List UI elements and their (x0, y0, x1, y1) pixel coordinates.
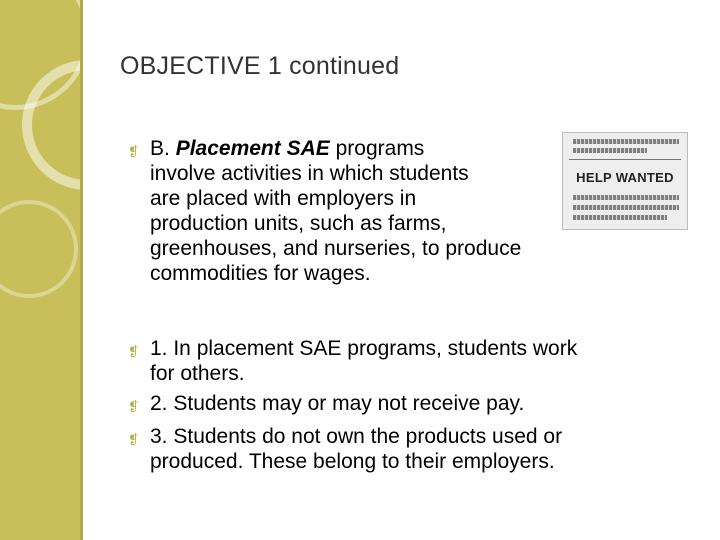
bullet-b-line: are placed with employers in (150, 187, 417, 210)
scroll-bullet-icon: ❡ (128, 399, 139, 414)
decorative-circle (0, 200, 78, 298)
help-wanted-caption: HELP WANTED (576, 170, 674, 185)
subpoint-line: for others. (150, 362, 245, 385)
sidebar-edge (80, 0, 83, 540)
bullet-b-line: greenhouses, and nurseries, to produce (150, 237, 522, 260)
bullet-b-line: programs (335, 137, 425, 160)
bullet-b-line: involve activities in which students (150, 162, 469, 185)
newsprint-text-row (573, 195, 679, 200)
bullet-b-emphasis: Placement SAE (175, 137, 330, 160)
bullet-b-line: commodities for wages. (150, 262, 371, 285)
newsprint-rule (569, 159, 681, 160)
newsprint-text-row (573, 205, 679, 210)
scroll-bullet-icon: ❡ (128, 144, 139, 159)
subpoint-line: produced. These belong to their employers. (150, 450, 555, 473)
scroll-bullet-icon: ❡ (128, 432, 139, 447)
help-wanted-image (562, 132, 688, 230)
slide-title: OBJECTIVE 1 continued (120, 52, 400, 80)
newsprint-text-row (573, 215, 667, 220)
subpoint-line: 3. Students do not own the products used or (150, 425, 563, 448)
subpoint-line: 1. In placement SAE programs, students work (150, 337, 578, 360)
newsprint-text-row (573, 139, 679, 144)
subpoint-line: 2. Students may or may not receive pay. (150, 392, 525, 415)
decorative-sidebar (0, 0, 80, 540)
newsprint-text-row (573, 148, 647, 153)
bullet-b-label: B. (150, 137, 170, 160)
bullet-b-line: production units, such as farms, (150, 212, 447, 235)
scroll-bullet-icon: ❡ (128, 344, 139, 359)
bullet-b-first-line (150, 136, 424, 161)
